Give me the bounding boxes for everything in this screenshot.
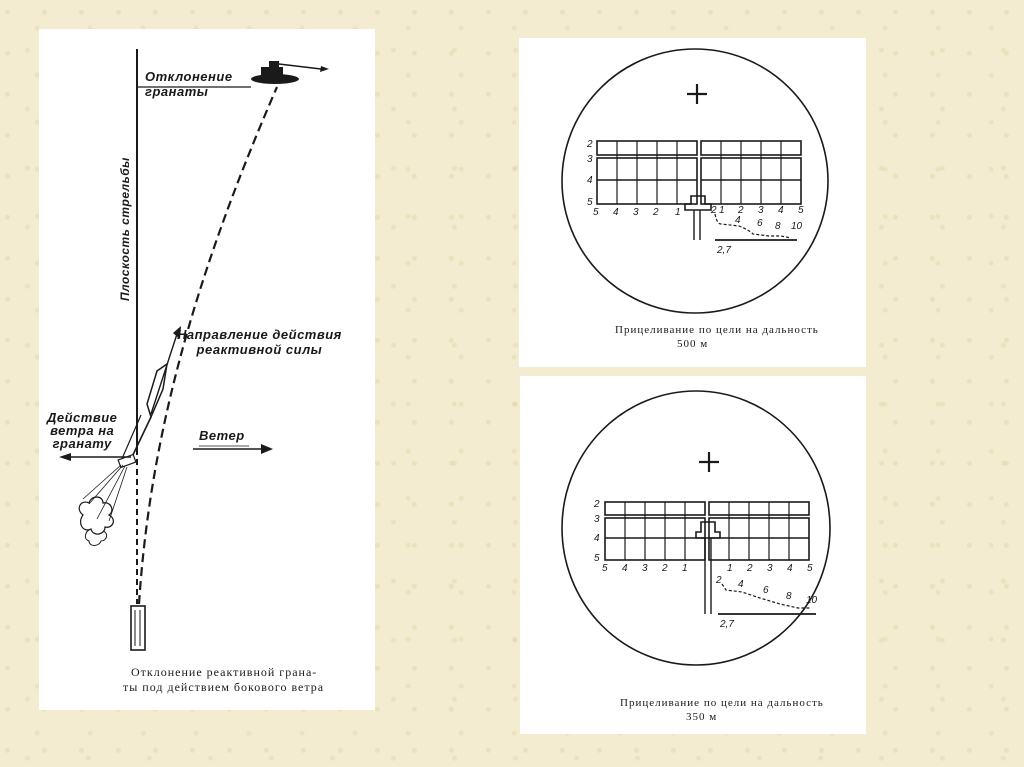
figure-caption-line2: ты под действием бокового ветра	[123, 680, 325, 694]
left-number: 5	[602, 563, 608, 574]
row-label-4: 4	[587, 175, 593, 186]
left-number: 4	[613, 207, 619, 218]
right-number: 2	[738, 205, 744, 216]
left-number: 2	[653, 207, 659, 218]
row-label-2: 2	[594, 499, 600, 510]
range-mark: 6	[757, 218, 763, 229]
grenade-icon	[118, 364, 167, 467]
left-number: 3	[633, 207, 639, 218]
left-number: 2	[662, 563, 668, 574]
wind-deviation-figure	[39, 29, 375, 710]
right-number: 3	[767, 563, 773, 574]
right-number: 5	[807, 563, 813, 574]
range-mark: 2	[711, 205, 717, 216]
range-mark: 4	[735, 215, 741, 226]
wind-label: Ветер	[199, 428, 245, 443]
reticle-circle	[562, 391, 830, 665]
row-label-3: 3	[587, 154, 593, 165]
figure-caption-line1: Отклонение реактивной грана-	[131, 665, 318, 679]
left-number: 5	[593, 207, 599, 218]
left-number: 4	[622, 563, 628, 574]
row-label-2: 2	[587, 139, 593, 150]
wind-effect-label: Действие ветра на гранату	[47, 410, 118, 451]
aiming-post	[685, 196, 711, 240]
range-mark: 4	[738, 579, 744, 590]
right-number: 1	[727, 563, 733, 574]
reticle-500	[519, 38, 866, 367]
reticle-350	[520, 376, 866, 734]
right-number: 3	[758, 205, 764, 216]
exhaust-plume	[79, 465, 127, 546]
scale-value: 2,7	[720, 619, 734, 630]
reticle-circle	[562, 49, 828, 313]
row-label-5: 5	[594, 553, 600, 564]
right-number: 1	[719, 205, 725, 216]
rangefinder-grid-right	[709, 502, 809, 560]
aiming-post	[696, 522, 720, 614]
jet-direction-label: Направление действия реактивной силы	[177, 327, 342, 357]
range-mark: 10	[806, 595, 818, 606]
reticle-panel-500	[519, 38, 866, 367]
row-label-4: 4	[594, 533, 600, 544]
row-label-5: 5	[587, 197, 593, 208]
left-number: 3	[642, 563, 648, 574]
right-number: 5	[798, 205, 804, 216]
reticle-panel-350	[520, 376, 866, 734]
launcher-icon	[131, 606, 145, 650]
range-mark: 10	[791, 221, 803, 232]
range-mark: 8	[775, 221, 781, 232]
caption-line2: 350 м	[686, 711, 718, 723]
left-number: 1	[675, 207, 681, 218]
left-number: 1	[682, 563, 688, 574]
tank-icon	[251, 61, 329, 84]
range-mark: 6	[763, 585, 769, 596]
range-mark: 2	[716, 575, 722, 586]
rangefinder-grid-left	[597, 141, 697, 204]
caption-line2: 500 м	[677, 338, 709, 350]
firing-plane-label: Плоскость стрельбы	[118, 157, 132, 301]
deviation-label: Отклонение гранаты	[145, 69, 233, 99]
caption-line1: Прицеливание по цели на дальность	[615, 324, 819, 336]
caption-line1: Прицеливание по цели на дальность	[620, 697, 824, 709]
rangefinder-grid-right	[701, 141, 801, 204]
row-label-3: 3	[594, 514, 600, 525]
trajectory-drawing	[39, 29, 375, 710]
cross-icon	[687, 84, 707, 104]
scale-value: 2,7	[717, 245, 731, 256]
right-number: 4	[787, 563, 793, 574]
cross-icon	[699, 452, 719, 472]
rangefinder-grid-left	[605, 502, 705, 560]
right-number: 4	[778, 205, 784, 216]
range-mark: 8	[786, 591, 792, 602]
jet-force-arrow	[151, 334, 177, 414]
right-number: 2	[747, 563, 753, 574]
